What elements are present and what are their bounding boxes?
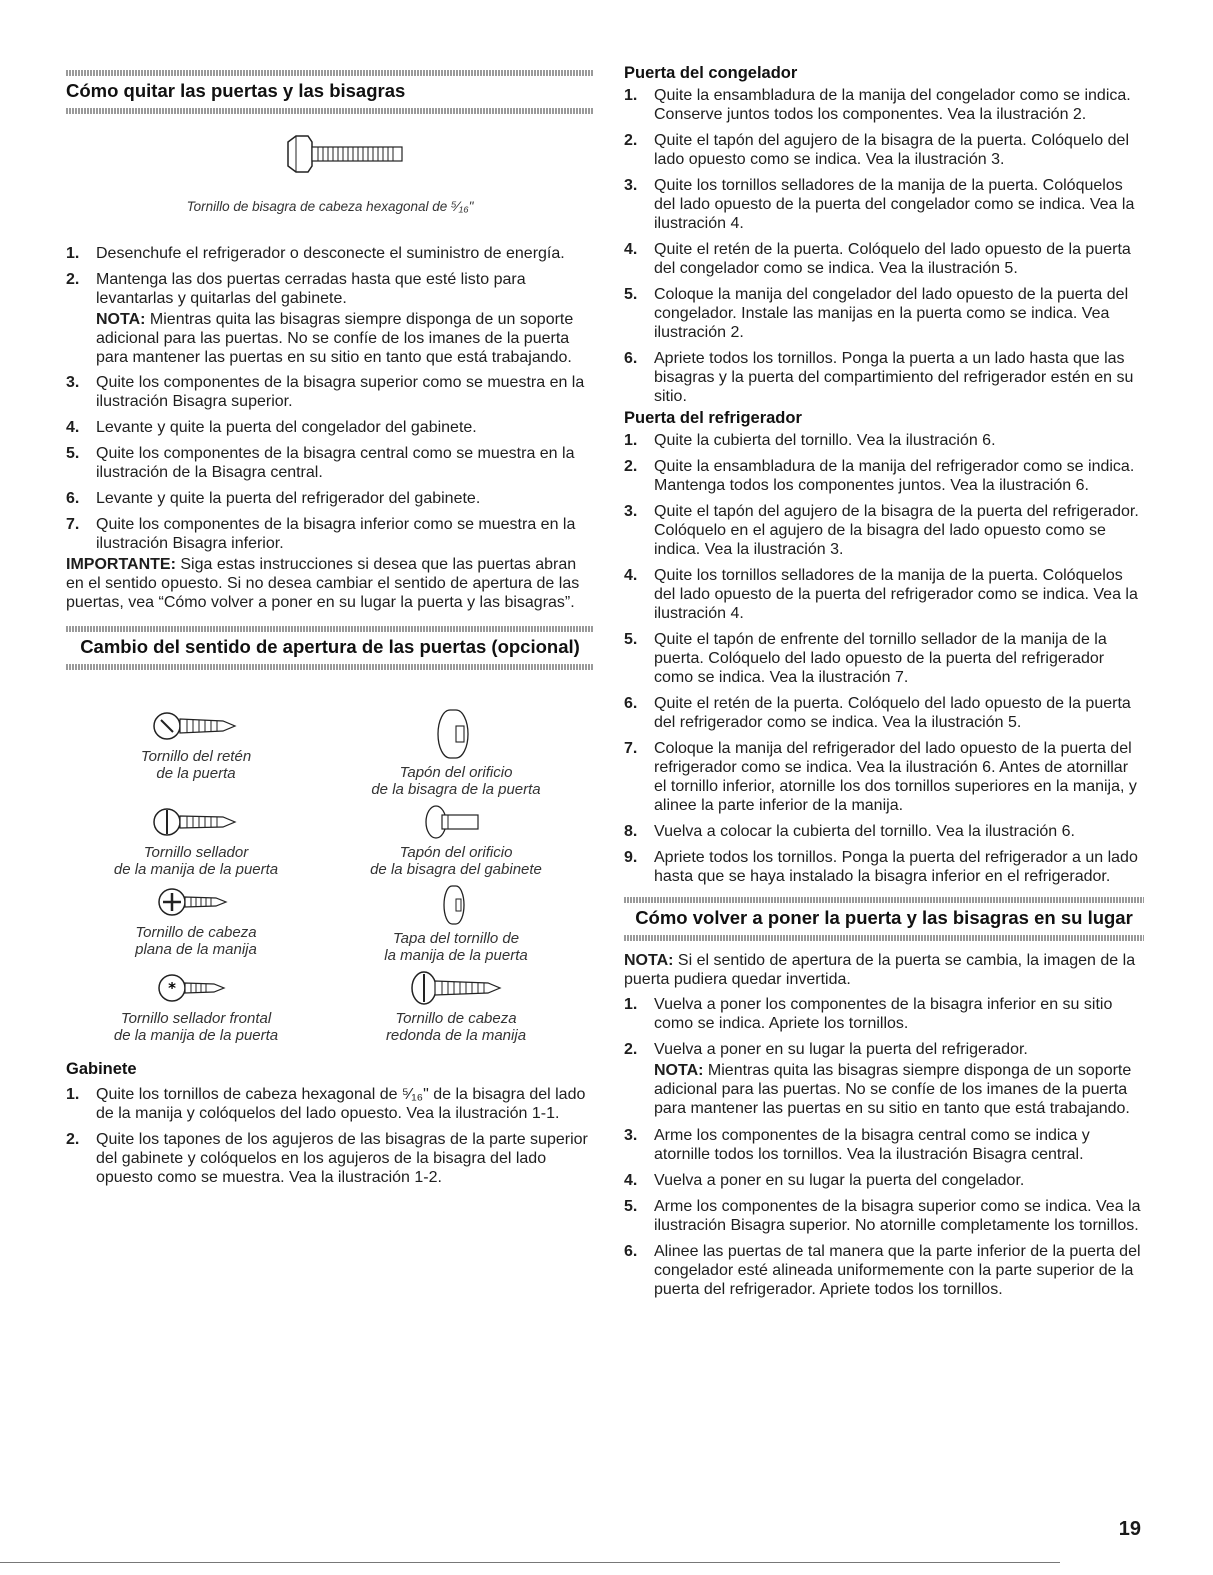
list-item: 5. Quite el tapón de enfrente del tornillo sellador de la manija de la puerta. Colóquelo del lado opuesto de la puerta del refrigerador como se indica. Vea la ilustración 7. (624, 631, 1107, 686)
list-item: 4. Levante y quite la puerta del congelador del gabinete. (66, 419, 477, 436)
list-item: 7. Quite los componentes de la bisagra inferior como se muestra en la ilustración Bisagra inferior. (66, 516, 576, 552)
list-item: 1. Desenchufe el refrigerador o desconecte el suministro de energía. (66, 245, 565, 262)
list-item: 2. Mantenga las dos puertas cerradas hasta que esté listo para levantarlas y quitarlas del gabinete. (66, 271, 526, 307)
hex-bolt-caption: Tornillo de bisagra de cabeza hexagonal de ⁵⁄₁₆" (186, 199, 474, 214)
list-item: 1. Vuelva a poner los componentes de la bisagra inferior en su sitio como se indica. Apriete los tornillos. (624, 996, 1113, 1032)
section-rule (66, 626, 594, 632)
round-head-screw-icon (406, 968, 506, 1008)
list-item: 9. Apriete todos los tornillos. Ponga la puerta del refrigerador a un lado hasta que se haya instalado la bisagra inferior en el refrigerador. (624, 849, 1138, 885)
part-door-hinge-plug: Tapón del orificio de la bisagra de la puerta (326, 706, 586, 798)
list-item: 2. Quite el tapón del agujero de la bisagra de la puerta. Colóquelo del lado opuesto como se indica. Vea la ilustración 3. (624, 132, 1129, 168)
list-item: 4. Quite el retén de la puerta. Colóquelo del lado opuesto de la puerta del congelador como se indica. Vea la ilustración 5. (624, 241, 1131, 277)
removal-steps-list-2 (66, 373, 594, 553)
door-hinge-plug-icon (426, 706, 486, 762)
section-title: Cambio del sentido de apertura de las puertas (opcional) (80, 636, 580, 657)
door-stop-screw-icon (151, 706, 241, 746)
removal-steps-list (66, 244, 594, 308)
footer-rule (0, 1562, 1060, 1563)
part-round-head-screw: Tornillo de cabeza redonda de la manija (326, 968, 586, 1044)
note-paragraph: NOTA: Mientras quita las bisagras siempre disponga de un soporte adicional para las puertas. No se confíe de los imanes de la puerta para mantener las puertas en su sitio en tanto que está trabajando. (654, 1062, 1132, 1117)
section-rule (66, 664, 594, 670)
part-front-sealing-screw: * Tornillo sellador frontal de la manija de la puerta (66, 968, 326, 1044)
part-door-stop-screw: Tornillo del retén de la puerta (66, 706, 326, 798)
part-handle-sealing-screw: Tornillo sellador de la manija de la puerta (66, 802, 326, 878)
fridge-steps-list (624, 431, 1144, 886)
list-item: 5. Arme los componentes de la bisagra superior como se indica. Vea la ilustración Bisagra superior. No atornille completamente los tornillos. (624, 1198, 1141, 1234)
handle-screw-cover-icon (436, 882, 476, 928)
section-title: Cómo volver a poner la puerta y las bisagras en su lugar (635, 907, 1133, 928)
list-item: 4. Quite los tornillos selladores de la manija de la puerta. Colóquelos del lado opuesto de la puerta del refrigerador como se indica. Vea la ilustración 4. (624, 567, 1138, 622)
hex-bolt-illustration (66, 114, 594, 244)
list-item: 5. Coloque la manija del congelador del lado opuesto de la puerta del congelador. Instale las manijas en la puerta como se indica. Vea ilustración 2. (624, 286, 1129, 341)
important-paragraph: IMPORTANTE: Siga estas instrucciones si desea que las puertas abran en el sentido opuesto. Si no desea cambiar el sentido de apertura de las puertas, vea “Cómo volver a poner en su lugar la puerta y las bisagras”. (66, 556, 580, 611)
list-item: 2. Quite los tapones de los agujeros de las bisagras de la parte superior del gabinete y colóquelos en los agujeros de la bisagra del lado opuesto como se muestra. Vea la ilustración 1-2. (66, 1131, 588, 1186)
freezer-door-title: Puerta del congelador (624, 64, 798, 82)
page-number: 19 (1118, 1518, 1141, 1540)
list-item: 5. Quite los componentes de la bisagra central como se muestra en la ilustración de la Bisagra central. (66, 445, 575, 481)
list-item: 8. Vuelva a colocar la cubierta del tornillo. Vea la ilustración 6. (624, 823, 1075, 840)
section-rule (66, 70, 594, 76)
list-item: 2. Vuelva a poner en su lugar la puerta del refrigerador. (624, 1041, 1028, 1058)
note-paragraph: NOTA: Si el sentido de apertura de la puerta se cambia, la imagen de la puerta pudiera quedar invertida. (624, 952, 1136, 988)
section-rule (624, 897, 1144, 903)
left-column (66, 0, 594, 1194)
list-item: 2. Quite la ensambladura de la manija del refrigerador como se indica. Mantenga todos los componentes juntos. Vea la ilustración 6. (624, 458, 1135, 494)
flat-head-screw-icon (156, 882, 236, 922)
reinstall-steps-list (624, 995, 1144, 1059)
reinstall-steps-list-2 (624, 1126, 1144, 1299)
list-item: 3. Quite el tapón del agujero de la bisagra de la puerta del refrigerador. Colóquelo en el agujero de la bisagra del lado opuesto como se indica. Vea la ilustración 3. (624, 503, 1139, 558)
front-sealing-screw-icon (156, 968, 236, 1008)
section-header (66, 80, 594, 102)
freezer-steps-list (624, 86, 1144, 406)
hex-bolt-icon (286, 134, 406, 174)
fridge-door-title: Puerta del refrigerador (624, 409, 802, 427)
list-item: 6. Apriete todos los tornillos. Ponga la puerta a un lado hasta que las bisagras y la puerta del compartimiento del refrigerador estén en su sitio. (624, 350, 1134, 405)
section-header (624, 907, 1144, 929)
list-item: 6. Alinee las puertas de tal manera que la parte inferior de la puerta del congelador esté alineada uniformemente con la parte superior de la puerta del refrigerador. Apriete todos los tornillos. (624, 1243, 1141, 1298)
note-paragraph: NOTA: Mientras quita las bisagras siempre disponga de un soporte adicional para las puertas. No se confíe de los imanes de la puerta para mantener las puertas en su sitio en tanto que está trabajando. (96, 311, 574, 366)
list-item: 1. Quite los tornillos de cabeza hexagonal de ⁵⁄₁₆" de la bisagra del lado de la manija y colóquelos del lado opuesto. Vea la ilustración 1-1. (66, 1086, 586, 1122)
list-item: 3. Quite los tornillos selladores de la manija de la puerta. Colóquelos del lado opuesto de la puerta del congelador como se indica. Vea la ilustración 4. (624, 177, 1135, 232)
list-item: 6. Quite el retén de la puerta. Colóquelo del lado opuesto de la puerta del refrigerador como se indica. Vea la ilustración 5. (624, 695, 1131, 731)
part-cabinet-hinge-plug: Tapón del orificio de la bisagra del gabinete (326, 802, 586, 878)
list-item: 3. Quite los componentes de la bisagra superior como se muestra en la ilustración Bisagra superior. (66, 374, 585, 410)
gabinete-title: Gabinete (66, 1060, 137, 1078)
list-item: 4. Vuelva a poner en su lugar la puerta del congelador. (624, 1172, 1025, 1189)
list-item: 1. Quite la cubierta del tornillo. Vea la ilustración 6. (624, 432, 996, 449)
part-handle-screw-cover: Tapa del tornillo de la manija de la puerta (326, 882, 586, 964)
right-column (624, 0, 1144, 1306)
parts-grid (66, 706, 594, 1044)
section-header (66, 636, 594, 658)
list-item: 7. Coloque la manija del refrigerador del lado opuesto de la puerta del refrigerador como se indica. Vea la ilustración 6. Antes de atornillar el tornillo inferior, atornille los dos tornillos superiores en la manija, y alinee la parte inferior de la manija. (624, 740, 1137, 814)
svg-text:*: * (168, 979, 176, 997)
list-item: 1. Quite la ensambladura de la manija del congelador como se indica. Conserve juntos todos los componentes. Vea la ilustración 2. (624, 87, 1131, 123)
section-title: Cómo quitar las puertas y las bisagras (66, 80, 406, 101)
handle-sealing-screw-icon (151, 802, 241, 842)
gabinete-steps-list (66, 1085, 594, 1187)
cabinet-hinge-plug-icon (416, 802, 496, 842)
list-item: 3. Arme los componentes de la bisagra central como se indica y atornille todos los tornillos. Vea la ilustración Bisagra central. (624, 1127, 1090, 1163)
part-flat-head-screw: Tornillo de cabeza plana de la manija (66, 882, 326, 964)
list-item: 6. Levante y quite la puerta del refrigerador del gabinete. (66, 490, 481, 507)
